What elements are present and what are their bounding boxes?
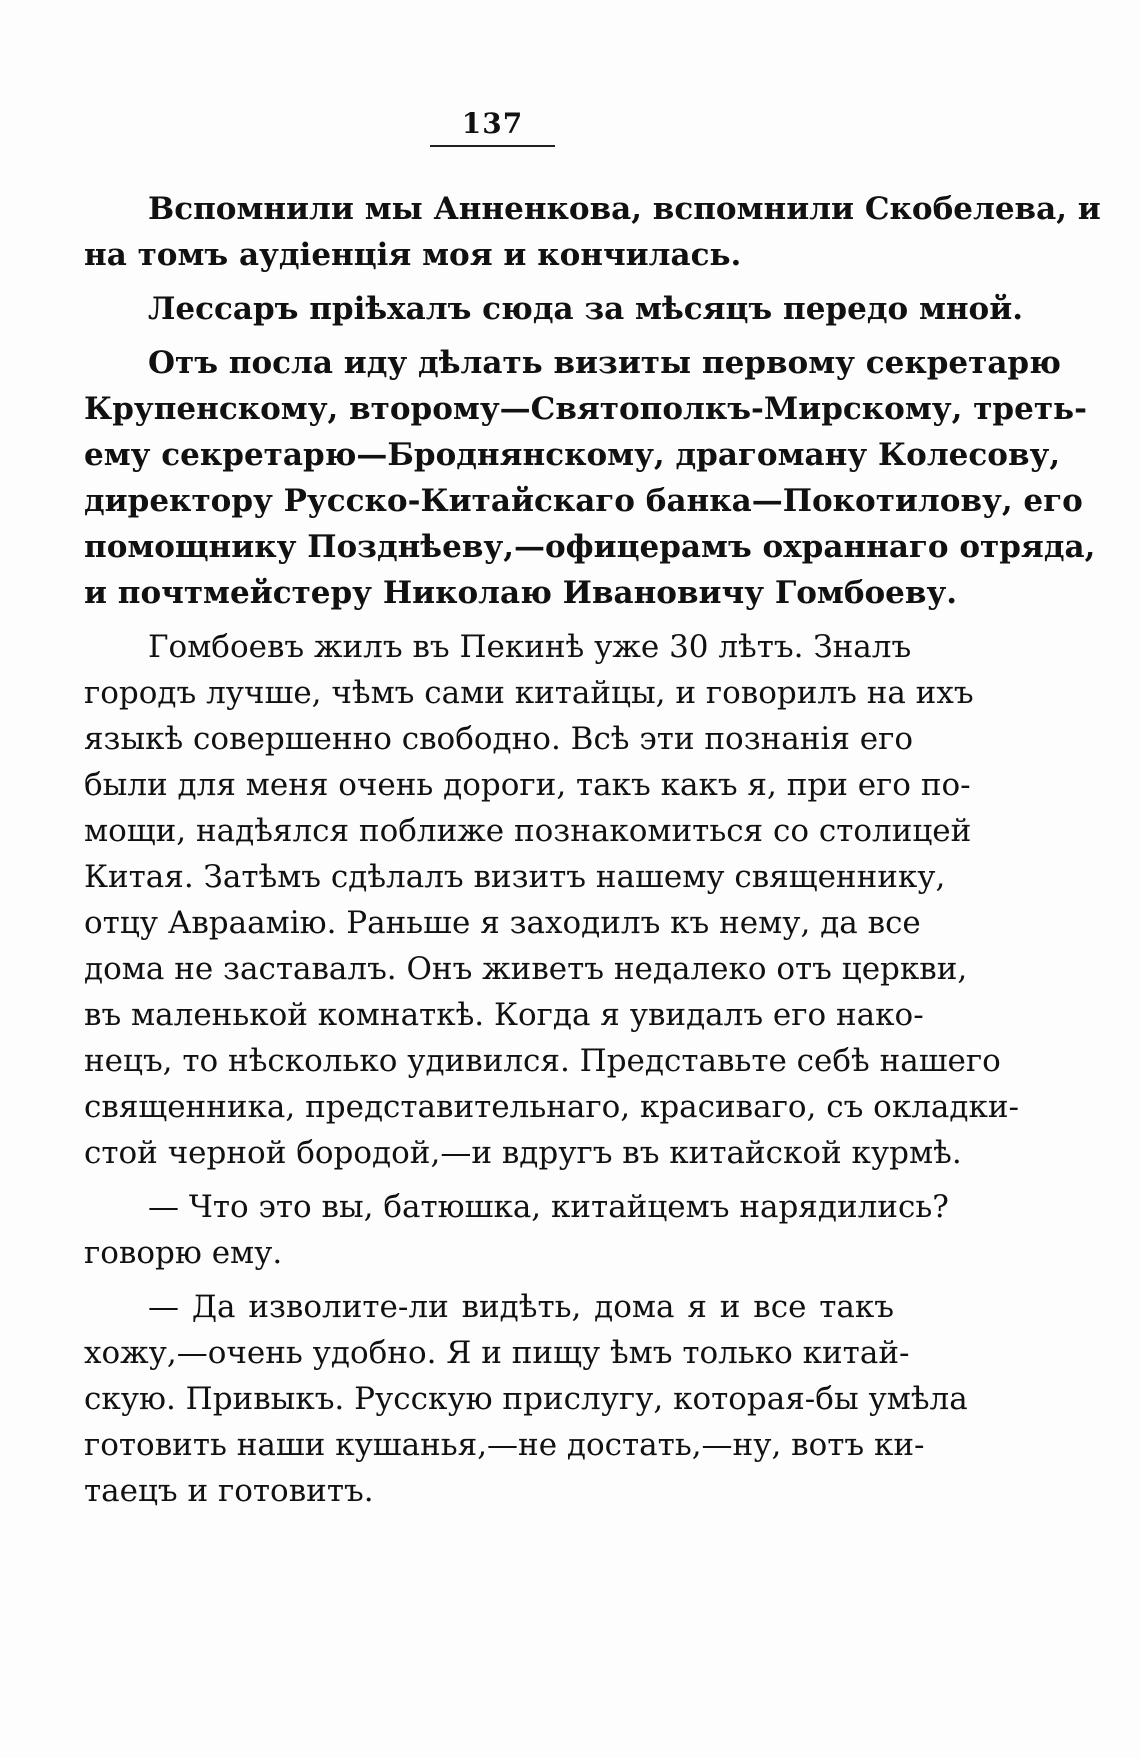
paragraph-1 [84, 186, 1101, 278]
text-line: священника, представительнаго, красиваго, съ окладки- [84, 1089, 1019, 1125]
paragraph-2 [84, 286, 1024, 332]
text-line: Отъ посла иду дѣлать визиты первому секретарю [148, 345, 1061, 381]
text-line: Вспомнили мы Анненкова, вспомнили Скобелева, и [148, 191, 1101, 227]
text-line: помощнику Позднѣеву,—офицерамъ охраннаго отряда, [84, 529, 1096, 565]
text-line: дома не заставалъ. Онъ живетъ недалеко отъ церкви, [84, 951, 968, 987]
text-line: ему секретарю—Броднянскому, драгоману Колесову, [84, 437, 1061, 473]
body-text [84, 186, 1101, 1514]
text-line: стой черной бородой,—и вдругъ въ китайской курмѣ. [84, 1135, 962, 1171]
text-line: Крупенскому, второму—Святополкъ-Мирскому, треть- [84, 391, 1087, 427]
text-line: Китая. Затѣмъ сдѣлалъ визитъ нашему священнику, [84, 859, 946, 895]
text-line: Лессаръ пріѣхалъ сюда за мѣсяцъ передо мной. [148, 291, 1024, 327]
paragraph-4 [84, 624, 1019, 1176]
text-line: готовить наши кушанья,—не достать,—ну, вотъ ки- [84, 1427, 925, 1463]
text-line: были для меня очень дороги, такъ какъ я, при его по- [84, 767, 971, 803]
text-line: говорю ему. [84, 1235, 283, 1271]
paragraph-3 [84, 340, 1096, 616]
page-number: 137 [461, 107, 524, 140]
text-line: мощи, надѣялся поближе познакомиться со столицей [84, 813, 972, 849]
text-line: отцу Авраамію. Раньше я заходилъ къ нему, да все [84, 905, 921, 941]
text-line: языкѣ совершенно свободно. Всѣ эти познанія его [84, 721, 913, 757]
text-line: скую. Привыкъ. Русскую прислугу, которая-бы умѣла [84, 1381, 968, 1417]
text-line: Гомбоевъ жилъ въ Пекинѣ уже 30 лѣтъ. Зналъ [148, 629, 912, 665]
text-line: директору Русско-Китайскаго банка—Покотилову, его [84, 483, 1083, 519]
text-line: таецъ и готовитъ. [84, 1473, 374, 1509]
text-line: нецъ, то нѣсколько удивился. Представьте себѣ нашего [84, 1043, 1001, 1079]
text-line: хожу,—очень удобно. Я и пищу ѣмъ только китай- [84, 1335, 910, 1371]
text-line: и почтмейстеру Николаю Ивановичу Гомбоеву. [84, 575, 958, 611]
text-line: городъ лучше, чѣмъ сами китайцы, и говорилъ на ихъ [84, 675, 974, 711]
paragraph-5 [84, 1184, 949, 1276]
page-number-rule [430, 145, 555, 147]
text-line: — Да изволите-ли видѣть, дома я и все такъ [148, 1289, 894, 1325]
text-line: на томъ аудіенція моя и кончилась. [84, 237, 742, 273]
paragraph-6 [84, 1284, 968, 1514]
text-line: въ маленькой комнаткѣ. Когда я увидалъ его нако- [84, 997, 924, 1033]
text-line: — Что это вы, батюшка, китайцемъ нарядились? [148, 1189, 949, 1225]
